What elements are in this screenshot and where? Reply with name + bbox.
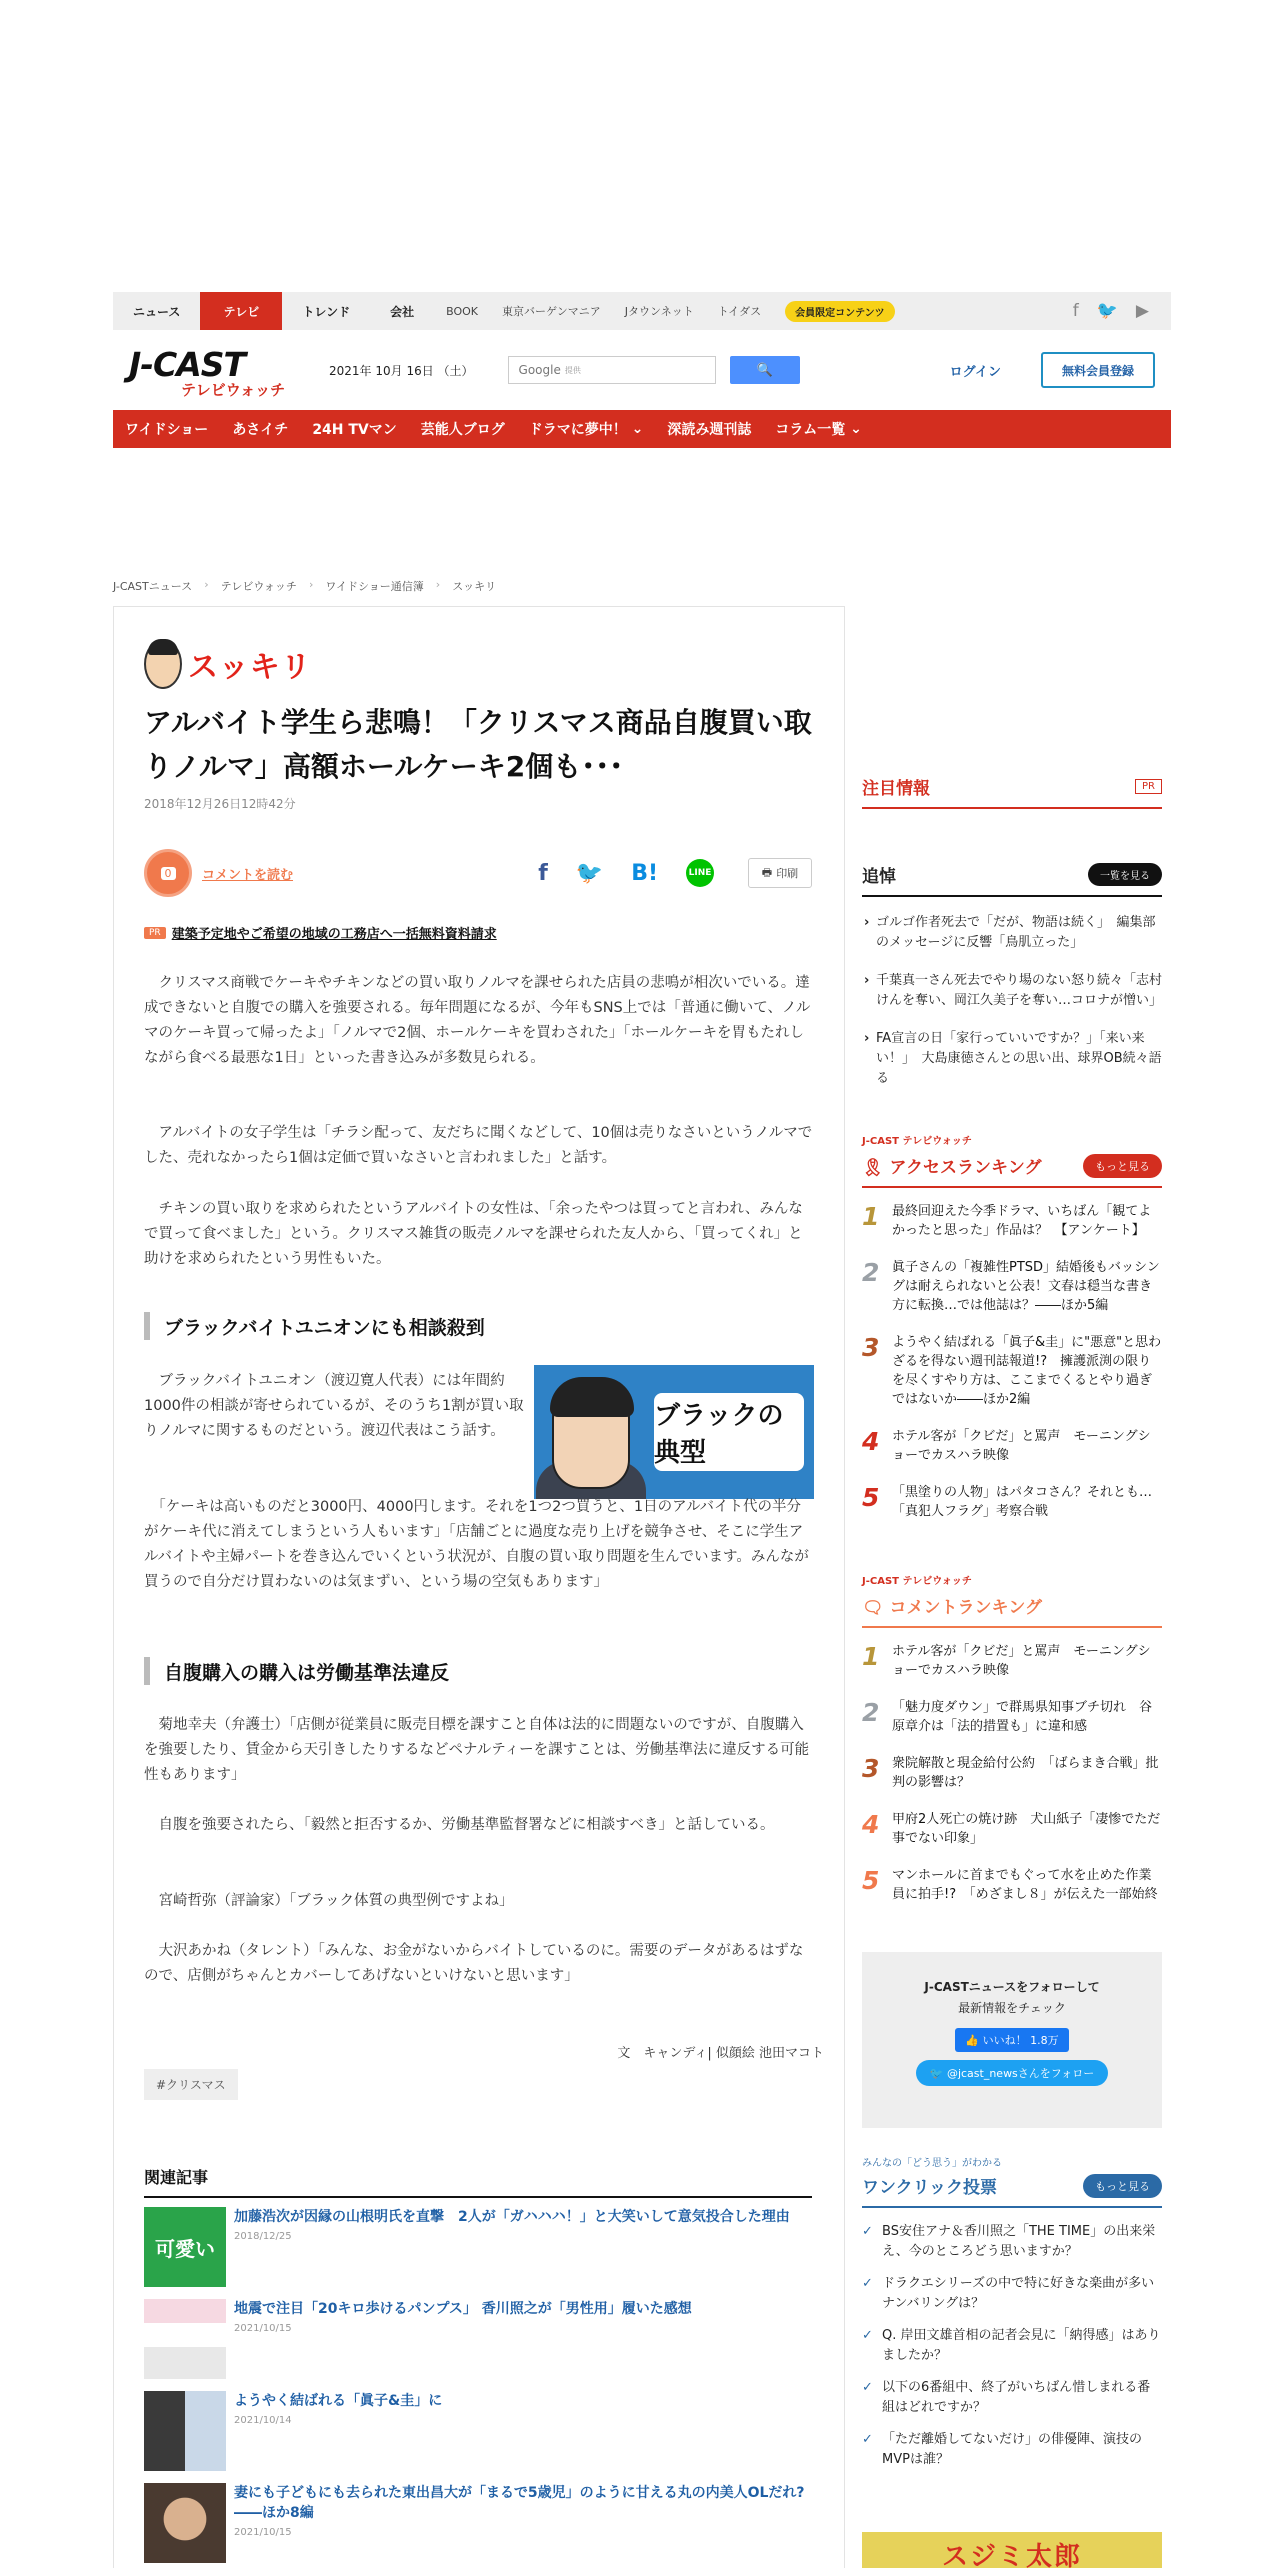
nav-24h[interactable]: 24H TVマン [312, 422, 397, 438]
related-item[interactable] [144, 2483, 812, 2563]
access-heading [862, 1153, 1162, 1188]
tsuito-title: 追悼 [862, 867, 896, 887]
rank-title: ホテル客が「クビだ」と罵声 モーニングショーでカスハラ映像 [892, 1429, 1151, 1463]
facebook-share-icon[interactable]: f [538, 860, 548, 886]
related-title[interactable]: 加藤浩次が因縁の山根明氏を直撃 2人が「ガハハハ！」と大笑いして意気投合した理由 [234, 2209, 790, 2225]
topnav-toidas[interactable]: トイダス [717, 305, 762, 318]
topnav-trend[interactable]: トレンド [302, 304, 351, 319]
ribbon-icon: 🎗 [862, 1158, 884, 1178]
pr-badge: PR [144, 927, 166, 939]
host-caricature-icon [144, 639, 182, 689]
crumb-tvwatch[interactable]: テレビウォッチ [220, 580, 297, 593]
sidebar-access-ranking [862, 1132, 1166, 1539]
top-nav [113, 292, 1171, 330]
article-title: アルバイト学生ら悲鳴！「クリスマス商品自腹買い取りノルマ」高額ホールケーキ2個も･･･ [144, 706, 812, 783]
print-label: 印刷 [776, 867, 799, 880]
logo-main: J-CAST [129, 345, 246, 384]
vote-list [862, 2222, 1162, 2470]
twitter-icon[interactable]: 🐦 [1096, 301, 1118, 321]
article-date: 2018年12月26日12時42分 [144, 797, 296, 811]
sidebar-banner[interactable] [862, 2532, 1162, 2568]
tsuito-item[interactable]: › FA宣言の日「家行っていいですか？」「来い来い！」 大島康徳さんとの思い出、球界OB続々語る [862, 1029, 1162, 1089]
tsuito-list-button[interactable]: 一覧を見る [1088, 863, 1162, 886]
chumoku-title: 注目情報 [862, 779, 930, 799]
related-text [234, 2483, 812, 2563]
site-header [113, 330, 1171, 410]
comment-heading [862, 1593, 1162, 1628]
read-comments-link[interactable]: コメントを読む [202, 867, 294, 883]
related-item[interactable] [144, 2391, 812, 2471]
related-thumbnail [144, 2391, 226, 2471]
pr-link[interactable]: 建築予定地やご希望の地域の工務店へ一括無料資料請求 [171, 927, 497, 942]
comment-count: 0 [161, 867, 176, 880]
related-text [234, 2207, 790, 2287]
section-heading: ブラックバイトユニオンにも相談殺到 [144, 1312, 812, 1340]
vote-title: ワンクリック投票 [862, 2178, 997, 2198]
rank-title: 甲府2人死亡の焼け跡 犬山紙子「凄惨でただ事でない印象」 [892, 1812, 1161, 1846]
related-item[interactable] [144, 2207, 812, 2287]
rank-item[interactable] [862, 1754, 1162, 1792]
sidebar-chumoku [862, 774, 1162, 809]
comment-title [862, 1593, 1042, 1618]
print-button[interactable] [748, 858, 812, 888]
brand-label: J-CAST テレビウォッチ [862, 1576, 972, 1587]
search-icon: 🔍 [756, 362, 773, 378]
rank-title: ホテル客が「クビだ」と罵声 モーニングショーでカスハラ映像 [892, 1644, 1151, 1678]
chumoku-heading [862, 774, 1162, 809]
like-label: いいね！ 1.8万 [982, 2034, 1059, 2047]
article-paragraph: 「ケーキは高いものだと3000円、4000円します。それを1つ2つ買うと、1日のアルバイト代の半分がケーキ代に消えてしまうという人もいます」「店舗ごとに過度な売り上げを競争させ、そこに学生アルバイトや主婦パートを巻き込んでいくという状況が、自腹の買い取り問題を生んでいます。みんなが買うので自分だけ買わないのは気まずい、という場の空気もあります」 [144, 1499, 809, 1590]
login-link[interactable]: ログイン [949, 364, 1001, 380]
rank-item[interactable] [862, 1698, 1162, 1736]
related-item[interactable] [144, 2299, 812, 2379]
rank-number: 1 [862, 1642, 880, 1671]
topnav-bargain[interactable]: 東京バーゲンマニア [502, 305, 601, 318]
rank-number: 5 [862, 1866, 880, 1895]
follow-box [862, 1952, 1162, 2128]
rank-item[interactable] [862, 1333, 1162, 1409]
rank-number: 3 [862, 1754, 880, 1783]
related-date: 2021/10/15 [234, 2527, 292, 2538]
breadcrumb [113, 578, 1171, 594]
rank-item[interactable] [862, 1866, 1162, 1904]
vote-heading [862, 2173, 1162, 2208]
register-button[interactable]: 無料会員登録 [1041, 352, 1155, 388]
twitter-share-icon[interactable]: 🐦 [575, 860, 604, 886]
related-thumbnail [144, 2299, 226, 2379]
nav-weekly[interactable]: 深読み週刊誌 [667, 422, 752, 438]
article-paragraph: クリスマス商戦でケーキやチキンなどの買い取りノルマを課せられた店員の悲鳴が相次いでいる。達成できないと自腹での購入を強要される。毎年問題になるが、今年もSNS上では「普通に働いて、ノルマのケーキ買って帰ったよ」「ノルマで2個、ホールケーキを買わされた」「ホールケーキを胃もたれしながら食べる最悪な1日」といった書き込みが多数見られる。 [144, 975, 811, 1066]
more-button[interactable]: もっと見る [1083, 1154, 1162, 1178]
search-input[interactable] [508, 356, 716, 384]
comment-count-badge[interactable] [144, 849, 192, 897]
rank-item[interactable] [862, 1642, 1162, 1680]
nav-drama[interactable] [517, 410, 656, 448]
rank-item[interactable] [862, 1810, 1162, 1848]
share-row [144, 847, 812, 899]
tsuito-heading [862, 862, 1162, 897]
article-paragraph: 宮崎哲弥（評論家）「ブラック体質の典型例ですよね」 [144, 1893, 514, 1909]
related-title[interactable]: ようやく結ばれる「眞子&圭」に [234, 2393, 443, 2409]
face-shape [552, 1379, 630, 1489]
pr-label: PR [1135, 779, 1162, 794]
crumb-wideshow[interactable]: ワイドショー通信簿 [325, 580, 424, 593]
article-paragraph: 大沢あかね（タレント）「みんな、お金がないからバイトしているのに。需要のデータがあるはずなので、店側がちゃんとカバーしてあげないといけないと思います」 [144, 1943, 804, 1984]
rank-item[interactable] [862, 1427, 1162, 1465]
comment-list [862, 1642, 1162, 1904]
tsuito-item[interactable]: › 千葉真一さん死去でやり場のない怒り続々「志村けんを奪い、岡江久美子を奪い…コロナが憎い」 [862, 971, 1162, 1011]
site-logo[interactable] [125, 335, 315, 405]
related-date: 2021/10/15 [234, 2323, 292, 2334]
tsuito-list [862, 913, 1162, 1089]
rank-number: 1 [862, 1202, 880, 1231]
topnav-company[interactable]: 会社 [390, 304, 415, 319]
article-paragraph: チキンの買い取りを求められたというアルバイトの女性は、「余ったやつは買ってと言われ、みんなで買って食べました」という。クリスマス雑貨の販売ノルマを課せられた友人から、「買ってくれ」と助けを求められたという男性もいた。 [144, 1201, 803, 1267]
sidebar-vote [862, 2154, 1162, 2482]
rank-number: 2 [862, 1258, 880, 1287]
line-share-icon[interactable]: LINE [686, 859, 714, 887]
twitter-follow-label: @jcast_newsさんをフォロー [946, 2067, 1095, 2080]
follow-line1: J-CASTニュースをフォローして [924, 1980, 1100, 1994]
related-date: 2018/12/25 [234, 2231, 292, 2242]
banner-text: スジミ太郎 [942, 2542, 1083, 2568]
chevron-down-icon: ⌄ [850, 421, 862, 437]
nav-column[interactable] [763, 410, 873, 448]
topnav-tv[interactable]: テレビ [200, 292, 282, 330]
related-heading: 関連記事 [144, 2165, 812, 2198]
facebook-icon[interactable]: f [1072, 301, 1079, 321]
rank-title: マンホールに首までもぐって水を止めた作業員に拍手!? 「めざまし８」が伝えた一部始終 [892, 1868, 1158, 1902]
members-only-badge[interactable]: 会員限定コンテンツ [785, 301, 895, 322]
rank-title: 「魅力度ダウン」で群馬県知事ブチ切れ 谷原章介は「法的措置も」に違和感 [892, 1700, 1153, 1734]
nav-blog[interactable]: 芸能人ブログ [420, 422, 505, 438]
tsuito-item[interactable]: › ゴルゴ作者死去で「だが、物語は続く」 編集部のメッセージに反響「鳥肌立った」 [862, 913, 1162, 953]
crumb-sukkiri[interactable]: スッキリ [452, 580, 497, 593]
article-paragraph: 菊地幸夫（弁護士）「店側が従業員に販売目標を課すこと自体は法的に問題ないのですが、自腹購入を強要したり、賃金から天引きしたりするなどペナルティーを課すことは、労働基準法に違反する可能性もあります」 [144, 1717, 810, 1783]
article-paragraph: アルバイトの女子学生は「チラシ配って、友だちに聞くなどして、10個は売りなさいというノルマでした、売れなかったら1個は定価で買いなさいと言われました」と話す。 [144, 1125, 813, 1166]
vote-item[interactable]: ✓ 「ただ離婚してないだけ」の俳優陣、演技のMVPは誰？ [862, 2430, 1162, 2470]
speech-bubble-icon: 🗨 [862, 1598, 884, 1618]
article-paragraph: ブラックバイトユニオン（渡辺寛人代表）には年間約1000件の相談が寄せられているが、そのうち1割が買い取りノルマに関するものだという。渡辺代表はこう話す。 [144, 1373, 524, 1439]
tag-christmas[interactable]: #クリスマス [144, 2069, 238, 2100]
vote-subtitle: みんなの「どう思う」がわかる [862, 2158, 1002, 2169]
share-icons [538, 859, 714, 887]
related-title[interactable]: 地震で注目「20キロ歩けるパンプス」 香川照之が「男性用」履いた感想 [234, 2301, 692, 2317]
topnav-book[interactable]: BOOK [446, 304, 479, 318]
facebook-like-button[interactable] [955, 2028, 1068, 2052]
search-brand: Google [518, 363, 561, 377]
sidebar-tsuito [862, 862, 1162, 1107]
rank-title: ようやく結ばれる「眞子&圭」に"悪意"と思わざるを得ない週刊誌報道!? 擁護派渕の限りを尽くすやり方は、ここまでくるとやり過ぎではないか――ほか2編 [892, 1335, 1162, 1407]
twitter-icon: 🐦 [929, 2067, 944, 2080]
vote-item[interactable]: ✓ 以下の6番組中、終了がいちばん惜しまれる番組はどれですか？ [862, 2378, 1162, 2418]
crumb-jcast[interactable]: J-CASTニュース [113, 580, 193, 593]
more-button[interactable]: もっと見る [1083, 2174, 1162, 2198]
rank-number: 2 [862, 1698, 880, 1727]
image-caption: ブラックの典型 [654, 1393, 804, 1471]
related-thumbnail [144, 2483, 226, 2563]
rank-title: 眞子さんの「複雑性PTSD」結婚後もバッシングは耐えられないと公表！文春は穏当な書き方に転換…では他誌は？――ほか5編 [892, 1260, 1160, 1313]
hatena-bookmark-icon[interactable]: B! [631, 860, 658, 886]
rank-title: 最終回迎えた今季ドラマ、いちばん「観てよかったと思った」作品は？ 【アンケート】 [892, 1204, 1152, 1238]
search-button[interactable] [730, 356, 800, 384]
crumb-sep: › [204, 578, 209, 591]
youtube-icon[interactable]: ▶ [1135, 301, 1149, 321]
related-date: 2021/10/14 [234, 2415, 292, 2426]
rank-number: 4 [862, 1427, 880, 1456]
social-links [1073, 301, 1171, 321]
article [113, 606, 845, 2568]
printer-icon: 🖶 [761, 865, 773, 879]
article-credit: 文 キャンディ| 似顔絵 池田マコト [617, 2046, 824, 2061]
crumb-sep: › [308, 578, 314, 591]
rank-title: 衆院解散と現金給付公約 「ばらまき合戦」批判の影響は？ [892, 1756, 1159, 1790]
crumb-sep: › [435, 578, 441, 591]
access-list [862, 1202, 1166, 1521]
nav-column-label: コラム一覧 [775, 422, 846, 438]
search-placeholder: 提供 [564, 365, 581, 375]
rank-item[interactable] [862, 1202, 1162, 1240]
vote-item[interactable]: ✓ Q. 岸田文雄首相の記者会見に「納得感」はありましたか？ [862, 2326, 1162, 2366]
access-title [862, 1153, 1042, 1178]
vote-item[interactable]: ✓ ドラクエシリーズの中で特に好きな楽曲が多いナンバリングは？ [862, 2274, 1162, 2314]
rank-item[interactable] [862, 1483, 1166, 1521]
follow-line2: 最新情報をチェック [958, 2001, 1066, 2015]
article-paragraph: 自腹を強要されたら、「毅然と拒否するか、労働基準監督署などに相談すべき」と話している。 [144, 1817, 775, 1833]
nav-wideshow[interactable]: ワイドショー [125, 422, 209, 438]
sidebar-comment-ranking [862, 1572, 1162, 1922]
related-thumbnail: 可愛い [144, 2207, 226, 2287]
access-title-text: アクセスランキング [889, 1158, 1042, 1178]
topnav-news[interactable]: ニュース [133, 304, 181, 319]
category-nav [113, 410, 1171, 448]
program-logo[interactable] [144, 639, 312, 689]
nav-drama-label: ドラマに夢中！ [528, 422, 627, 438]
related-title[interactable]: 妻にも子どもにも去られた東出昌大が「まるで5歳児」のように甘える丸の内美人OLだれ?――ほか8編 [234, 2485, 805, 2521]
logo-sub: テレビウォッチ [181, 381, 286, 399]
section-heading: 自腹購入の購入は労働基準法違反 [144, 1657, 812, 1685]
rank-number: 3 [862, 1333, 880, 1362]
caricature-image [534, 1365, 814, 1499]
related-text [234, 2299, 692, 2379]
rank-title: 「黒塗りの人物」はパタコさん？それとも… 「真犯人フラグ」考察合戦 [892, 1485, 1166, 1519]
chevron-down-icon: ⌄ [631, 421, 644, 437]
pr-line [144, 923, 497, 942]
thumbs-up-icon: 👍 [965, 2034, 980, 2047]
vote-item[interactable]: ✓ BS安住アナ＆香川照之「THE TIME」の出来栄え、今のところどう思いますか？ [862, 2222, 1162, 2262]
header-date: 2021年 10月 16日 （土） [329, 363, 474, 378]
related-text [234, 2391, 442, 2471]
program-name: スッキリ [188, 650, 312, 685]
brand-label: J-CAST テレビウォッチ [862, 1136, 972, 1147]
rank-item[interactable] [862, 1258, 1162, 1315]
twitter-follow-button[interactable] [916, 2060, 1109, 2086]
topnav-jtown[interactable]: Jタウンネット [624, 305, 694, 318]
rank-number: 5 [862, 1483, 880, 1512]
comment-title-text: コメントランキング [889, 1598, 1043, 1618]
rank-number: 4 [862, 1810, 880, 1839]
nav-asaichi[interactable]: あさイチ [232, 422, 289, 438]
